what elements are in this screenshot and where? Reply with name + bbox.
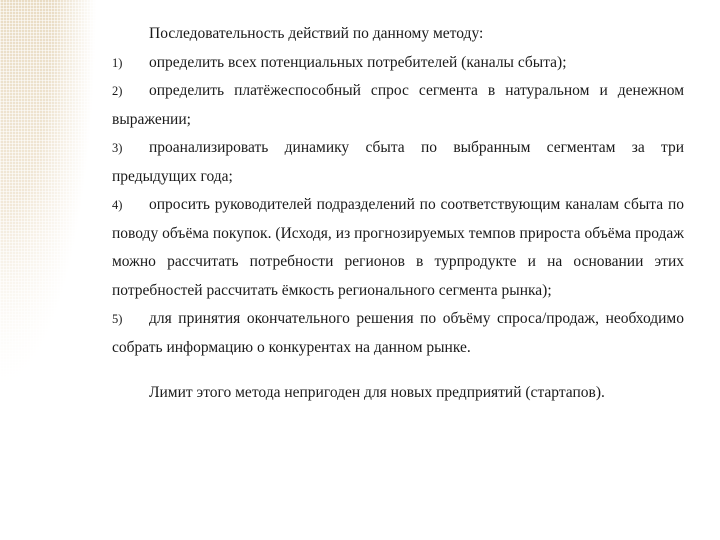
list-number-5: 5)	[112, 312, 123, 326]
list-item-5	[112, 305, 684, 362]
list-text-5: для принятия окончательного решения по объёму спроса/продаж, необходимо собрать информацию о конкурентах на данном рынке.	[112, 310, 684, 356]
method-heading: Последовательность действий по данному методу:	[149, 25, 484, 42]
list-number-1: 1)	[112, 55, 123, 70]
decorative-corner-pattern	[0, 0, 96, 540]
list-text-1: определить всех потенциальных потребителей (каналы сбыта);	[149, 53, 567, 71]
list-item-1	[112, 49, 684, 78]
list-number-4: 4)	[112, 198, 123, 212]
list-item-2	[112, 77, 684, 134]
list-item-3	[112, 134, 684, 191]
list-item-4	[112, 191, 684, 305]
list-text-3: проанализировать динамику сбыта по выбранным сегментам за три предыдущих года;	[112, 139, 684, 185]
list-text-4: опросить руководителей подразделений по соответствующим каналам сбыта по поводу объёма покупок. (Исходя, из прогнозируемых темпов прироста объёма продаж можно рассчитать потребности регионов в турпродукте и на основании этих потребностей рассчитать ёмкость регионального сегмента рынка);	[112, 196, 684, 299]
list-number-2: 2)	[112, 84, 123, 98]
list-text-2: определить платёжеспособный спрос сегмента в натуральном и денежном выражении;	[112, 82, 684, 128]
document-body	[112, 20, 684, 408]
list-number-3: 3)	[112, 141, 123, 155]
method-limitation-note: Лимит этого метода непригоден для новых предприятий (стартапов).	[149, 384, 605, 401]
